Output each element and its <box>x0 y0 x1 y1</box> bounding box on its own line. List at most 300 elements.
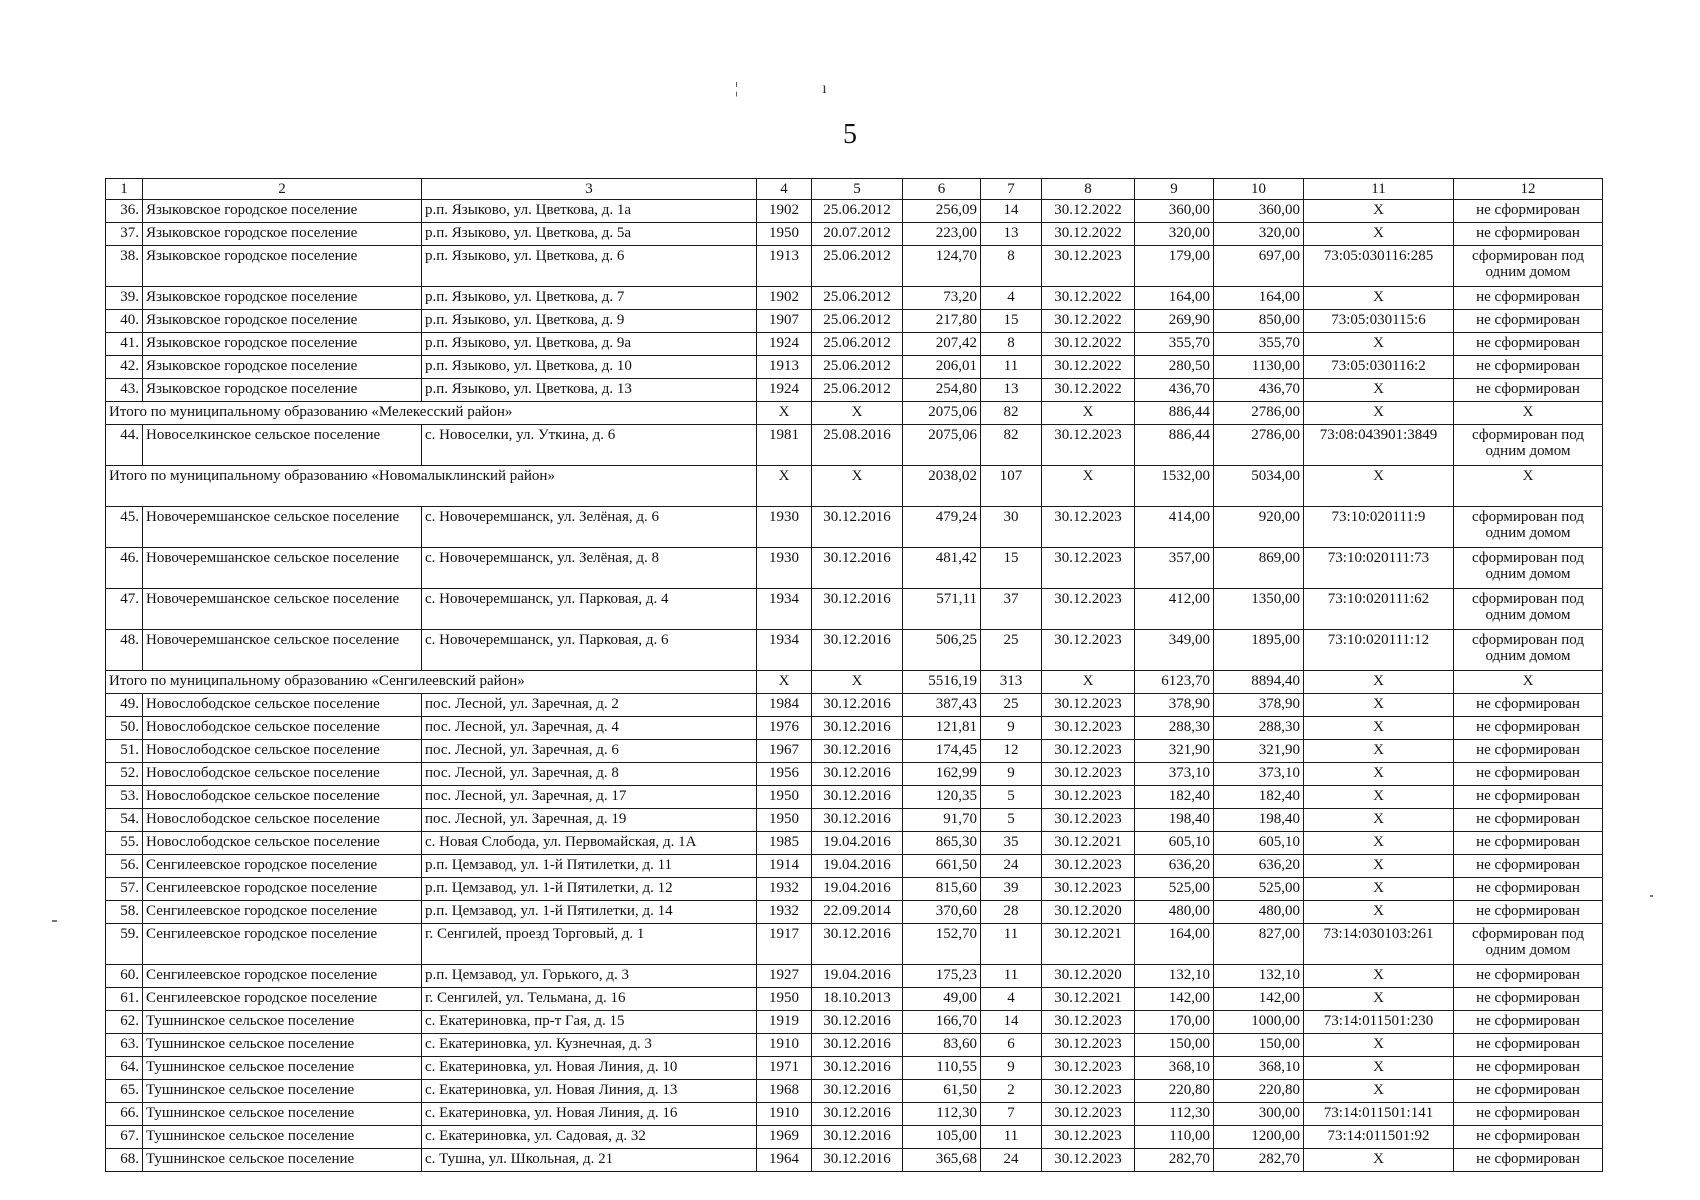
year-built-cell: 1950 <box>757 809 812 832</box>
settlement-cell: Сенгилеевское городское поселение <box>143 965 422 988</box>
address-cell: с. Екатериновка, ул. Новая Линия, д. 10 <box>422 1057 757 1080</box>
date-cell: 30.12.2016 <box>812 786 903 809</box>
date-cell: 19.04.2016 <box>812 855 903 878</box>
row-number: 40. <box>106 310 143 333</box>
value-cell: 378,90 <box>1214 694 1304 717</box>
status-cell: не сформирован <box>1454 694 1603 717</box>
status-cell: сформирован под одним домом <box>1454 425 1603 466</box>
address-cell: с. Новочеремшанск, ул. Парковая, д. 6 <box>422 630 757 671</box>
address-cell: р.п. Цемзавод, ул. Горького, д. 3 <box>422 965 757 988</box>
cadastral-cell: Х <box>1304 223 1454 246</box>
date-cell: 30.12.2016 <box>812 1103 903 1126</box>
table-row <box>106 809 1603 832</box>
cadastral-cell: Х <box>1304 809 1454 832</box>
settlement-cell: Языковское городское поселение <box>143 310 422 333</box>
status-cell: не сформирован <box>1454 356 1603 379</box>
residents-cell: 11 <box>981 924 1042 965</box>
year-built-cell: 1914 <box>757 855 812 878</box>
area-cell: 207,42 <box>903 333 981 356</box>
year-built-cell: 1930 <box>757 507 812 548</box>
value-cell: 198,40 <box>1135 809 1214 832</box>
cadastral-cell: 73:05:030116:2 <box>1304 356 1454 379</box>
table-row <box>106 379 1603 402</box>
total-cell: 5516,19 <box>903 671 981 694</box>
row-number: 67. <box>106 1126 143 1149</box>
deadline-cell: 30.12.2022 <box>1042 200 1135 223</box>
status-cell: сформирован под одним домом <box>1454 630 1603 671</box>
value-cell: 355,70 <box>1135 333 1214 356</box>
area-cell: 506,25 <box>903 630 981 671</box>
total-row <box>106 466 1603 507</box>
deadline-cell: 30.12.2023 <box>1042 548 1135 589</box>
table-row <box>106 1126 1603 1149</box>
value-cell: 150,00 <box>1214 1034 1304 1057</box>
settlement-cell: Тушнинское сельское поселение <box>143 1034 422 1057</box>
cadastral-cell: Х <box>1304 287 1454 310</box>
date-cell: 30.12.2016 <box>812 507 903 548</box>
year-built-cell: 1984 <box>757 694 812 717</box>
status-cell: не сформирован <box>1454 1034 1603 1057</box>
table-row <box>106 223 1603 246</box>
residents-cell: 13 <box>981 223 1042 246</box>
deadline-cell: 30.12.2023 <box>1042 246 1135 287</box>
value-cell: 605,10 <box>1135 832 1214 855</box>
deadline-cell: 30.12.2020 <box>1042 901 1135 924</box>
cadastral-cell: 73:10:020111:12 <box>1304 630 1454 671</box>
year-built-cell: 1964 <box>757 1149 812 1172</box>
value-cell: 282,70 <box>1214 1149 1304 1172</box>
address-cell: р.п. Языково, ул. Цветкова, д. 13 <box>422 379 757 402</box>
total-cell: Х <box>812 402 903 425</box>
cadastral-cell: Х <box>1304 694 1454 717</box>
deadline-cell: 30.12.2023 <box>1042 878 1135 901</box>
value-cell: 170,00 <box>1135 1011 1214 1034</box>
value-cell: 220,80 <box>1214 1080 1304 1103</box>
status-cell: сформирован под одним домом <box>1454 548 1603 589</box>
value-cell: 182,40 <box>1135 786 1214 809</box>
area-cell: 481,42 <box>903 548 981 589</box>
table-row <box>106 630 1603 671</box>
row-number: 36. <box>106 200 143 223</box>
value-cell: 164,00 <box>1135 287 1214 310</box>
year-built-cell: 1968 <box>757 1080 812 1103</box>
date-cell: 30.12.2016 <box>812 1149 903 1172</box>
date-cell: 30.12.2016 <box>812 717 903 740</box>
settlement-cell: Тушнинское сельское поселение <box>143 1126 422 1149</box>
year-built-cell: 1967 <box>757 740 812 763</box>
residents-cell: 37 <box>981 589 1042 630</box>
total-cell: 313 <box>981 671 1042 694</box>
address-cell: с. Новочеремшанск, ул. Зелёная, д. 8 <box>422 548 757 589</box>
date-cell: 25.06.2012 <box>812 246 903 287</box>
address-cell: с. Екатериновка, ул. Новая Линия, д. 13 <box>422 1080 757 1103</box>
residents-cell: 13 <box>981 379 1042 402</box>
residents-cell: 39 <box>981 878 1042 901</box>
total-cell: 5034,00 <box>1214 466 1304 507</box>
date-cell: 25.08.2016 <box>812 425 903 466</box>
total-cell: 8894,40 <box>1214 671 1304 694</box>
address-cell: р.п. Цемзавод, ул. 1-й Пятилетки, д. 14 <box>422 901 757 924</box>
page-number: 5 <box>843 119 857 150</box>
cadastral-cell: Х <box>1304 1149 1454 1172</box>
value-cell: 480,00 <box>1214 901 1304 924</box>
value-cell: 164,00 <box>1214 287 1304 310</box>
residents-cell: 9 <box>981 717 1042 740</box>
cadastral-cell: Х <box>1304 965 1454 988</box>
header-cell: 9 <box>1135 179 1214 200</box>
header-cell: 12 <box>1454 179 1603 200</box>
row-number: 54. <box>106 809 143 832</box>
area-cell: 73,20 <box>903 287 981 310</box>
status-cell: не сформирован <box>1454 740 1603 763</box>
year-built-cell: 1932 <box>757 878 812 901</box>
settlement-cell: Языковское городское поселение <box>143 379 422 402</box>
deadline-cell: 30.12.2023 <box>1042 1080 1135 1103</box>
cadastral-cell: Х <box>1304 717 1454 740</box>
settlement-cell: Сенгилеевское городское поселение <box>143 924 422 965</box>
area-cell: 571,11 <box>903 589 981 630</box>
year-built-cell: 1919 <box>757 1011 812 1034</box>
settlement-cell: Новослободское сельское поселение <box>143 763 422 786</box>
year-built-cell: 1902 <box>757 200 812 223</box>
deadline-cell: 30.12.2023 <box>1042 855 1135 878</box>
year-built-cell: 1950 <box>757 786 812 809</box>
row-number: 41. <box>106 333 143 356</box>
total-cell: Х <box>1454 402 1603 425</box>
value-cell: 850,00 <box>1214 310 1304 333</box>
total-cell: Х <box>1042 466 1135 507</box>
year-built-cell: 1927 <box>757 965 812 988</box>
table-row <box>106 507 1603 548</box>
address-cell: г. Сенгилей, проезд Торговый, д. 1 <box>422 924 757 965</box>
status-cell: не сформирован <box>1454 200 1603 223</box>
area-cell: 175,23 <box>903 965 981 988</box>
header-cell: 6 <box>903 179 981 200</box>
address-cell: р.п. Языково, ул. Цветкова, д. 7 <box>422 287 757 310</box>
value-cell: 110,00 <box>1135 1126 1214 1149</box>
area-cell: 152,70 <box>903 924 981 965</box>
area-cell: 112,30 <box>903 1103 981 1126</box>
row-number: 50. <box>106 717 143 740</box>
value-cell: 282,70 <box>1135 1149 1214 1172</box>
area-cell: 661,50 <box>903 855 981 878</box>
total-cell: Х <box>1304 671 1454 694</box>
residents-cell: 30 <box>981 507 1042 548</box>
total-label: Итого по муниципальному образованию «Новомалыклинский район» <box>106 466 757 507</box>
value-cell: 827,00 <box>1214 924 1304 965</box>
year-built-cell: 1907 <box>757 310 812 333</box>
value-cell: 412,00 <box>1135 589 1214 630</box>
row-number: 38. <box>106 246 143 287</box>
total-cell: Х <box>1304 402 1454 425</box>
residents-cell: 5 <box>981 786 1042 809</box>
year-built-cell: 1985 <box>757 832 812 855</box>
deadline-cell: 30.12.2023 <box>1042 717 1135 740</box>
residents-cell: 25 <box>981 694 1042 717</box>
row-number: 51. <box>106 740 143 763</box>
status-cell: не сформирован <box>1454 1057 1603 1080</box>
value-cell: 150,00 <box>1135 1034 1214 1057</box>
total-label: Итого по муниципальному образованию «Сенгилеевский район» <box>106 671 757 694</box>
status-cell: не сформирован <box>1454 310 1603 333</box>
value-cell: 1200,00 <box>1214 1126 1304 1149</box>
table-row <box>106 589 1603 630</box>
cadastral-cell: 73:10:020111:73 <box>1304 548 1454 589</box>
value-cell: 1350,00 <box>1214 589 1304 630</box>
header-cell: 7 <box>981 179 1042 200</box>
date-cell: 30.12.2016 <box>812 809 903 832</box>
table-row <box>106 988 1603 1011</box>
year-built-cell: 1910 <box>757 1103 812 1126</box>
total-cell: 107 <box>981 466 1042 507</box>
total-cell: Х <box>812 466 903 507</box>
value-cell: 355,70 <box>1214 333 1304 356</box>
table-row <box>106 832 1603 855</box>
total-cell: Х <box>757 671 812 694</box>
total-cell: 6123,70 <box>1135 671 1214 694</box>
table-row <box>106 1103 1603 1126</box>
row-number: 39. <box>106 287 143 310</box>
cadastral-cell: Х <box>1304 1034 1454 1057</box>
value-cell: 288,30 <box>1135 717 1214 740</box>
address-cell: р.п. Языково, ул. Цветкова, д. 9а <box>422 333 757 356</box>
cadastral-cell: 73:14:011501:92 <box>1304 1126 1454 1149</box>
year-built-cell: 1969 <box>757 1126 812 1149</box>
status-cell: сформирован под одним домом <box>1454 589 1603 630</box>
year-built-cell: 1950 <box>757 988 812 1011</box>
residents-cell: 4 <box>981 287 1042 310</box>
row-number: 61. <box>106 988 143 1011</box>
value-cell: 373,10 <box>1135 763 1214 786</box>
status-cell: не сформирован <box>1454 965 1603 988</box>
total-cell: 82 <box>981 402 1042 425</box>
value-cell: 636,20 <box>1135 855 1214 878</box>
table-row <box>106 1080 1603 1103</box>
deadline-cell: 30.12.2022 <box>1042 333 1135 356</box>
residents-cell: 24 <box>981 855 1042 878</box>
address-cell: с. Екатериновка, ул. Садовая, д. 32 <box>422 1126 757 1149</box>
address-cell: р.п. Языково, ул. Цветкова, д. 5а <box>422 223 757 246</box>
residents-cell: 82 <box>981 425 1042 466</box>
header-row <box>106 179 1603 200</box>
year-built-cell: 1902 <box>757 287 812 310</box>
value-cell: 179,00 <box>1135 246 1214 287</box>
deadline-cell: 30.12.2023 <box>1042 809 1135 832</box>
total-cell: 2786,00 <box>1214 402 1304 425</box>
value-cell: 288,30 <box>1214 717 1304 740</box>
deadline-cell: 30.12.2023 <box>1042 1126 1135 1149</box>
area-cell: 479,24 <box>903 507 981 548</box>
value-cell: 368,10 <box>1214 1057 1304 1080</box>
residents-cell: 5 <box>981 809 1042 832</box>
cadastral-cell: Х <box>1304 763 1454 786</box>
residents-cell: 35 <box>981 832 1042 855</box>
table-row <box>106 200 1603 223</box>
value-cell: 132,10 <box>1214 965 1304 988</box>
area-cell: 815,60 <box>903 878 981 901</box>
table-row <box>106 425 1603 466</box>
value-cell: 436,70 <box>1214 379 1304 402</box>
settlement-cell: Языковское городское поселение <box>143 200 422 223</box>
deadline-cell: 30.12.2022 <box>1042 223 1135 246</box>
year-built-cell: 1913 <box>757 356 812 379</box>
residents-cell: 8 <box>981 246 1042 287</box>
address-cell: с. Новочеремшанск, ул. Парковая, д. 4 <box>422 589 757 630</box>
deadline-cell: 30.12.2023 <box>1042 1149 1135 1172</box>
date-cell: 25.06.2012 <box>812 356 903 379</box>
residents-cell: 25 <box>981 630 1042 671</box>
value-cell: 321,90 <box>1135 740 1214 763</box>
status-cell: не сформирован <box>1454 223 1603 246</box>
year-built-cell: 1932 <box>757 901 812 924</box>
header-cell: 1 <box>106 179 143 200</box>
date-cell: 30.12.2016 <box>812 740 903 763</box>
area-cell: 83,60 <box>903 1034 981 1057</box>
total-cell: Х <box>1454 671 1603 694</box>
address-cell: пос. Лесной, ул. Заречная, д. 6 <box>422 740 757 763</box>
area-cell: 124,70 <box>903 246 981 287</box>
row-number: 56. <box>106 855 143 878</box>
value-cell: 1895,00 <box>1214 630 1304 671</box>
status-cell: не сформирован <box>1454 1080 1603 1103</box>
year-built-cell: 1934 <box>757 630 812 671</box>
status-cell: не сформирован <box>1454 832 1603 855</box>
settlement-cell: Тушнинское сельское поселение <box>143 1103 422 1126</box>
address-cell: г. Сенгилей, ул. Тельмана, д. 16 <box>422 988 757 1011</box>
settlement-cell: Языковское городское поселение <box>143 246 422 287</box>
row-number: 65. <box>106 1080 143 1103</box>
residents-cell: 9 <box>981 763 1042 786</box>
deadline-cell: 30.12.2023 <box>1042 1057 1135 1080</box>
housing-registry-table <box>105 178 1603 1172</box>
scan-artifact <box>1650 895 1653 897</box>
settlement-cell: Новослободское сельское поселение <box>143 809 422 832</box>
table-row <box>106 717 1603 740</box>
residents-cell: 15 <box>981 310 1042 333</box>
status-cell: сформирован под одним домом <box>1454 246 1603 287</box>
area-cell: 61,50 <box>903 1080 981 1103</box>
value-cell: 1130,00 <box>1214 356 1304 379</box>
year-built-cell: 1924 <box>757 379 812 402</box>
row-number: 62. <box>106 1011 143 1034</box>
settlement-cell: Новочеремшанское сельское поселение <box>143 630 422 671</box>
area-cell: 166,70 <box>903 1011 981 1034</box>
area-cell: 121,81 <box>903 717 981 740</box>
date-cell: 30.12.2016 <box>812 763 903 786</box>
status-cell: не сформирован <box>1454 988 1603 1011</box>
status-cell: не сформирован <box>1454 333 1603 356</box>
deadline-cell: 30.12.2023 <box>1042 786 1135 809</box>
date-cell: 30.12.2016 <box>812 589 903 630</box>
status-cell: не сформирован <box>1454 1011 1603 1034</box>
table-row <box>106 965 1603 988</box>
header-cell: 4 <box>757 179 812 200</box>
area-cell: 254,80 <box>903 379 981 402</box>
settlement-cell: Языковское городское поселение <box>143 356 422 379</box>
table-row <box>106 924 1603 965</box>
year-built-cell: 1976 <box>757 717 812 740</box>
date-cell: 25.06.2012 <box>812 287 903 310</box>
settlement-cell: Новоселкинское сельское поселение <box>143 425 422 466</box>
area-cell: 865,30 <box>903 832 981 855</box>
row-number: 52. <box>106 763 143 786</box>
residents-cell: 6 <box>981 1034 1042 1057</box>
row-number: 47. <box>106 589 143 630</box>
header-cell: 10 <box>1214 179 1304 200</box>
deadline-cell: 30.12.2023 <box>1042 507 1135 548</box>
area-cell: 91,70 <box>903 809 981 832</box>
table-row <box>106 1011 1603 1034</box>
deadline-cell: 30.12.2023 <box>1042 589 1135 630</box>
row-number: 45. <box>106 507 143 548</box>
value-cell: 142,00 <box>1214 988 1304 1011</box>
deadline-cell: 30.12.2021 <box>1042 924 1135 965</box>
cadastral-cell: Х <box>1304 379 1454 402</box>
settlement-cell: Сенгилеевское городское поселение <box>143 855 422 878</box>
value-cell: 198,40 <box>1214 809 1304 832</box>
area-cell: 370,60 <box>903 901 981 924</box>
date-cell: 30.12.2016 <box>812 694 903 717</box>
table-row <box>106 548 1603 589</box>
year-built-cell: 1934 <box>757 589 812 630</box>
address-cell: с. Новоселки, ул. Уткина, д. 6 <box>422 425 757 466</box>
date-cell: 30.12.2016 <box>812 1034 903 1057</box>
header-cell: 3 <box>422 179 757 200</box>
status-cell: сформирован под одним домом <box>1454 924 1603 965</box>
address-cell: р.п. Языково, ул. Цветкова, д. 1а <box>422 200 757 223</box>
value-cell: 300,00 <box>1214 1103 1304 1126</box>
cadastral-cell: 73:10:020111:9 <box>1304 507 1454 548</box>
address-cell: р.п. Цемзавод, ул. 1-й Пятилетки, д. 12 <box>422 878 757 901</box>
date-cell: 19.04.2016 <box>812 832 903 855</box>
row-number: 37. <box>106 223 143 246</box>
year-built-cell: 1913 <box>757 246 812 287</box>
address-cell: с. Екатериновка, ул. Новая Линия, д. 16 <box>422 1103 757 1126</box>
total-cell: 1532,00 <box>1135 466 1214 507</box>
residents-cell: 2 <box>981 1080 1042 1103</box>
value-cell: 321,90 <box>1214 740 1304 763</box>
area-cell: 174,45 <box>903 740 981 763</box>
row-number: 46. <box>106 548 143 589</box>
table-row <box>106 1149 1603 1172</box>
value-cell: 164,00 <box>1135 924 1214 965</box>
area-cell: 387,43 <box>903 694 981 717</box>
total-cell: Х <box>1042 671 1135 694</box>
address-cell: пос. Лесной, ул. Заречная, д. 4 <box>422 717 757 740</box>
date-cell: 30.12.2016 <box>812 1126 903 1149</box>
area-cell: 120,35 <box>903 786 981 809</box>
cadastral-cell: Х <box>1304 1057 1454 1080</box>
value-cell: 436,70 <box>1135 379 1214 402</box>
date-cell: 30.12.2016 <box>812 1057 903 1080</box>
page-top-marks: ¦ ı <box>735 80 867 97</box>
address-cell: пос. Лесной, ул. Заречная, д. 8 <box>422 763 757 786</box>
row-number: 63. <box>106 1034 143 1057</box>
settlement-cell: Тушнинское сельское поселение <box>143 1057 422 1080</box>
table-row <box>106 878 1603 901</box>
address-cell: пос. Лесной, ул. Заречная, д. 17 <box>422 786 757 809</box>
settlement-cell: Тушнинское сельское поселение <box>143 1080 422 1103</box>
deadline-cell: 30.12.2020 <box>1042 965 1135 988</box>
deadline-cell: 30.12.2021 <box>1042 988 1135 1011</box>
cadastral-cell: Х <box>1304 200 1454 223</box>
residents-cell: 8 <box>981 333 1042 356</box>
area-cell: 206,01 <box>903 356 981 379</box>
area-cell: 105,00 <box>903 1126 981 1149</box>
value-cell: 182,40 <box>1214 786 1304 809</box>
address-cell: с. Новочеремшанск, ул. Зелёная, д. 6 <box>422 507 757 548</box>
value-cell: 280,50 <box>1135 356 1214 379</box>
